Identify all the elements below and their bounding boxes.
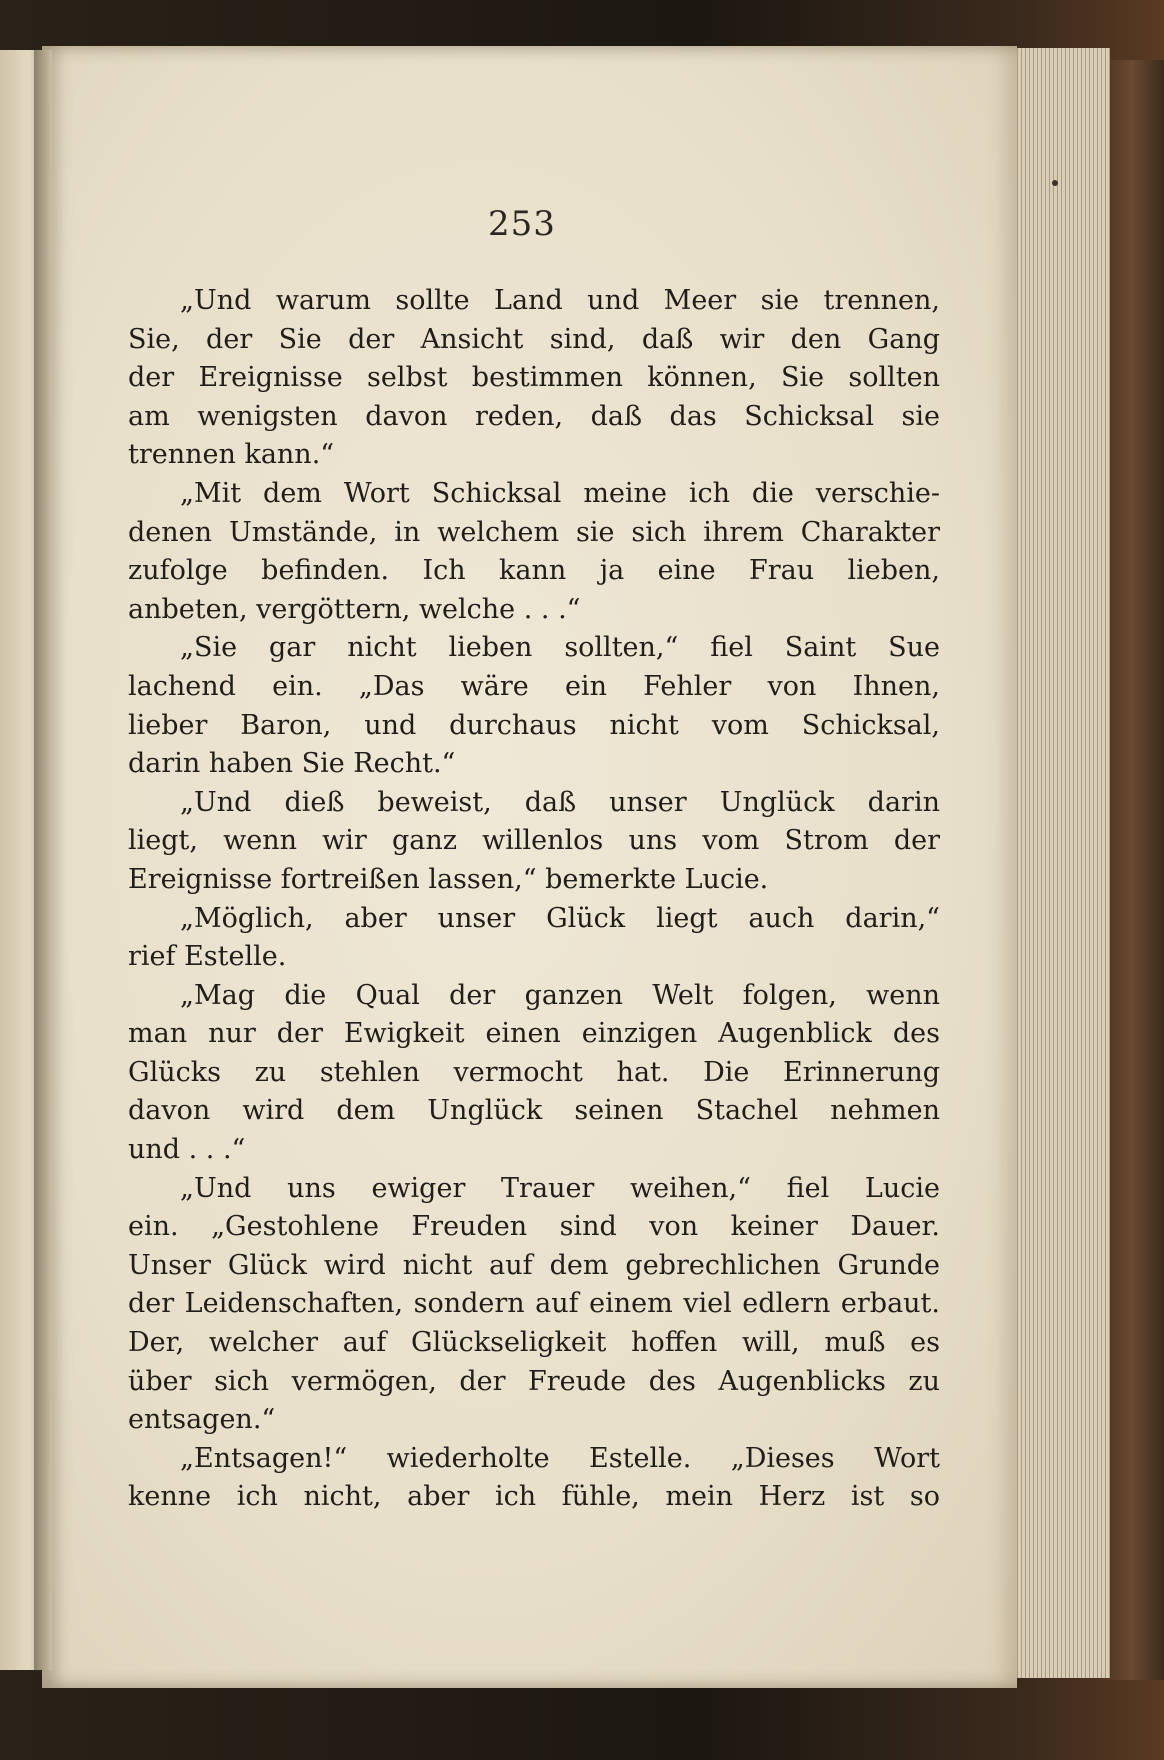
text-line: Glücks zu stehlen vermocht hat. Die Erinnerung <box>128 1056 940 1088</box>
text-line: lieber Baron, und durchaus nicht vom Schicksal, <box>128 709 940 741</box>
text-line: über sich vermögen, der Freude des Augenblicks zu <box>128 1365 940 1397</box>
book-page <box>42 46 1017 1688</box>
page-number: 253 <box>488 204 556 244</box>
text-line: zufolge befinden. Ich kann ja eine Frau lieben, <box>128 555 940 587</box>
text-line: Unser Glück wird nicht auf dem gebrechlichen Grunde <box>128 1249 940 1281</box>
text-line: „Mag die Qual der ganzen Welt folgen, wenn <box>180 979 940 1011</box>
text-line: liegt, wenn wir ganz willenlos uns vom Strom der <box>128 825 940 857</box>
text-line: „Entsagen!“ wiederholte Estelle. „Dieses Wort <box>180 1442 940 1474</box>
text-line: trennen kann.“ <box>128 439 335 471</box>
text-line: „Und warum sollte Land und Meer sie trennen, <box>180 285 940 316</box>
text-line: anbeten, vergöttern, welche . . .“ <box>128 593 581 625</box>
text-line: am wenigsten davon reden, daß das Schicksal sie <box>128 400 940 432</box>
text-line: „Möglich, aber unser Glück liegt auch darin,“ <box>180 902 940 934</box>
text-line: entsagen.“ <box>128 1404 276 1436</box>
paper-speck <box>1052 180 1058 186</box>
text-line: der Leidenschaften, sondern auf einem viel edlern erbaut. <box>128 1288 940 1320</box>
text-line: ein. „Gestohlene Freuden sind von keiner Dauer. <box>128 1211 940 1243</box>
body-text <box>128 282 940 1517</box>
text-line: „Sie gar nicht lieben sollten,“ fiel Saint Sue <box>180 632 940 664</box>
book-gutter <box>34 50 52 1670</box>
text-line: darin haben Sie Recht.“ <box>128 748 456 780</box>
text-line: „Mit dem Wort Schicksal meine ich die verschie- <box>180 477 940 509</box>
text-line: man nur der Ewigkeit einen einzigen Augenblick des <box>128 1018 940 1050</box>
text-line: Sie, der Sie der Ansicht sind, daß wir den Gang <box>128 323 940 355</box>
text-line: rief Estelle. <box>128 941 287 973</box>
text-line: davon wird dem Unglück seinen Stachel nehmen <box>128 1095 940 1127</box>
text-line: kenne ich nicht, aber ich fühle, mein Herz ist so <box>128 1481 940 1513</box>
text-line: denen Umstände, in welchem sie sich ihrem Charakter <box>128 516 940 548</box>
text-line: „Und dieß beweist, daß unser Unglück darin <box>180 786 940 818</box>
text-line: Der, welcher auf Glückseligkeit hoffen will, muß es <box>128 1327 940 1359</box>
text-line: Ereignisse fortreißen lassen,“ bemerkte Lucie. <box>128 863 769 895</box>
text-line: „Und uns ewiger Trauer weihen,“ fiel Lucie <box>180 1172 940 1204</box>
text-line: und . . .“ <box>128 1134 246 1166</box>
text-line: der Ereignisse selbst bestimmen können, Sie sollten <box>128 362 940 394</box>
text-line: lachend ein. „Das wäre ein Fehler von Ihnen, <box>128 670 940 702</box>
